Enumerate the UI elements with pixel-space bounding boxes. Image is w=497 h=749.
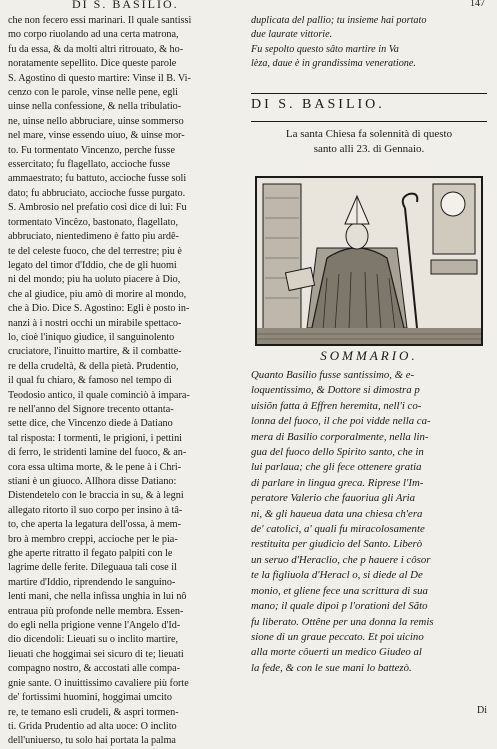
text-line: tal risposta: I tormenti, le prigioni, i pettini xyxy=(8,432,183,444)
text-line: un seruo d'Heraclio, che p hauere i côsor xyxy=(251,553,431,566)
text-line: S. Agostino di questo martire: Vinse il B. Vi- xyxy=(8,72,191,84)
text-line: bro à membro creppi, accioche per le pia- xyxy=(8,533,178,545)
text-line: lieuati che hoggimai sei sicuro di te; lieuati xyxy=(8,648,184,660)
text-line: Distendetelo con le braccia in su, & à legni xyxy=(8,490,184,502)
text-line: lagrime delle ferite. Dileguaua tali cose il xyxy=(8,562,177,574)
woodcut-image xyxy=(255,176,483,346)
text-line: santo alli 23. di Gennaio. xyxy=(313,143,425,155)
text-line: che al giudice, piu amò di morire al mondo, xyxy=(8,288,187,300)
running-head: DI S. BASILIO. xyxy=(72,0,179,11)
text-line: te la figliuola d'Heracl o, si diede al De xyxy=(251,569,423,582)
text-line: lonna del fuoco, il che poi vidde nella ca- xyxy=(251,415,431,428)
text-line: ti. Grida Prudentio ad alta uoce: O inclito xyxy=(8,720,177,732)
text-line: loquentissimo, & Dottore si dimostra p xyxy=(251,384,420,397)
text-line: mo corpo riuolando ad una certa matrona, xyxy=(8,29,179,41)
text-line: to. Fu tormentato Vincenzo, perche fusse xyxy=(8,144,175,156)
text-line: fu liberato. Ottêne per una donna la remis xyxy=(251,615,434,628)
text-line: re della crudeltà, & della pietà. Prudentio, xyxy=(8,360,179,372)
text-line: noratamente sepellito. Dice queste parole xyxy=(8,58,177,70)
text-line: legato del timor d'Iddio, che de gli huomi xyxy=(8,259,177,271)
woodcut-illustration xyxy=(257,178,481,344)
text-line: tormentato Vincêzo, bastonato, flagellato, xyxy=(8,216,179,228)
text-line: nel mare, vinse essendo uiuo, & uinse mor- xyxy=(8,130,185,142)
sommario-heading: SOMMARIO. xyxy=(320,348,418,363)
catchword: Di xyxy=(477,705,487,716)
right-column-top xyxy=(251,14,487,72)
text-line: te del celeste fuoco, che del terrestre; piu è xyxy=(8,245,182,257)
text-line: Fu sepolto questo sâto martire in Va xyxy=(251,43,399,55)
text-line: gnie sante. O inuittissimo cavaliere più forte xyxy=(8,677,189,689)
text-line: peratore Valerio che fauoriua gli Aria xyxy=(251,492,416,505)
text-line: abbruciato, nientedimeno è fatto piu ardê- xyxy=(8,231,179,243)
text-line: dato; fu abbruciato, accioche fusse purgato. xyxy=(8,187,186,199)
text-line: sione di un graue peccato. Et poi uicino xyxy=(251,630,424,643)
text-line: monio, et gliene fece una scrittura di sua xyxy=(251,584,428,597)
text-line: re nell'anno del Signore trecento ottanta- xyxy=(8,403,174,415)
sommario-body xyxy=(251,368,487,676)
text-line: compagno nostro, & accostati alle compa- xyxy=(8,663,180,675)
text-line: entraua più profonde nelle membra. Essen- xyxy=(8,605,184,617)
text-line: uinse nella confessione, & nella tribulatio- xyxy=(8,101,182,113)
text-line: Teodosio antico, il quale cominciò à impara- xyxy=(8,389,190,401)
text-line: do egli nella prigione venne l'Angelo d'Id- xyxy=(8,620,181,632)
text-line: essercitato; fu flagellato, accioche fusse xyxy=(8,159,171,171)
text-line: la fede, & con le sue mani lo battezò. xyxy=(251,661,412,674)
text-line: to, che aperta la legatura dell'ossa, à mem- xyxy=(8,519,181,531)
text-line: lo, cioè l'iniquo giudice, il sanguinolento xyxy=(8,331,175,343)
text-line: ni, & gli haueua data una chiesa ch'era xyxy=(251,507,423,520)
text-line: due laurate vittorie. xyxy=(251,29,333,41)
text-line: lui parlaua; che gli fece ottenere gratia xyxy=(251,461,422,474)
text-line: mera di Basilio corporalmente, nella lin- xyxy=(251,430,429,443)
text-line: sette dice, che Vincenzo diede à Datiano xyxy=(8,418,173,430)
text-line: alla morte côuertì un medico Giudeo al xyxy=(251,646,422,659)
text-line: che à Dio. Dice S. Agostino: Egli è posto in- xyxy=(8,303,190,315)
text-line: duplicata del pallio; tu insieme hai portato xyxy=(251,15,427,26)
text-line: allegato ritorto il suo corpo per insino à tâ- xyxy=(8,504,183,516)
text-line: martire d'Iddio, riprendendo le sanguino- xyxy=(8,576,176,588)
text-line: di ferro, le stridenti lamine del fuoco, & an- xyxy=(8,447,187,459)
text-line: ammaestrato; fu battuto, accioche fusse soli xyxy=(8,173,187,185)
text-line: uisiõn fatta à Effren heremita, nell'i co- xyxy=(251,399,422,412)
text-line: stiani è un giuoco. Allhora disse Datiano: xyxy=(8,476,177,487)
text-line: di parlare in lingua greca. Riprese l'Im- xyxy=(251,476,424,489)
text-line: cenzo con le parole, vinse nelle pene, egli xyxy=(8,87,178,99)
rule-bottom xyxy=(251,121,487,122)
rule-top xyxy=(251,93,487,94)
text-line: cora essa ultima morte, & le pene à i Chri- xyxy=(8,461,182,473)
text-line: ne, uinse nello abbruciare, uinse sommerso xyxy=(8,115,184,127)
text-line: S. Ambrosio nel prefatio così dice di lui: Fu xyxy=(8,202,187,214)
text-line: de' fortissimi huomini, hoggimai umcito xyxy=(8,692,172,704)
text-line: dell'uniuerso, tu solo hai portata la palma xyxy=(8,735,176,747)
running-header xyxy=(0,0,497,12)
text-line: il qual fu chiaro, & famoso nel tempo di xyxy=(8,375,172,387)
text-line: re, te temano esli crudeli, & aspri tormen- xyxy=(8,706,179,718)
text-line: lenti mani, che nella infissa unghia in lui nô xyxy=(8,591,187,603)
text-line: mano; il quale dipoi p l'orationi del Sãto xyxy=(251,600,428,613)
text-line: ghe aperte ritratto il fegato palpiti con le xyxy=(8,548,173,560)
text-line: Quanto Basilio fusse santissimo, & e- xyxy=(251,369,415,381)
text-line: restituita per giudicio del Santo. Liberò xyxy=(251,538,423,551)
text-line: che non fecero essi marinari. Il quale santissi xyxy=(8,15,192,26)
text-line: nanzi à i nostri occhi un mirabile spettaco- xyxy=(8,317,182,329)
text-line: gua del fuoco dello Spirito santo, che in xyxy=(251,446,424,459)
feast-subtitle xyxy=(251,127,487,157)
section-title: DI S. BASILIO. xyxy=(251,97,385,112)
page-number: 147 xyxy=(470,0,485,9)
text-line: ni del mondo; piu ha uoluto piacere à Dio, xyxy=(8,274,181,286)
text-line: de' catolici, a' quali fu miracolosamente xyxy=(251,523,425,536)
text-line: dio dicendoli: Lieuati su o inclito martire, xyxy=(8,634,179,646)
text-line: fu da essa, & da molti altri ritrouato, & ho- xyxy=(8,43,184,55)
text-line: La santa Chiesa fa solennità di questo xyxy=(285,128,453,140)
text-line: lèza, daue è in grandissima veneratione. xyxy=(251,58,416,70)
left-column xyxy=(8,14,242,749)
text-line: cruciatore, l'inuitto martire, & il combatte- xyxy=(8,346,182,358)
